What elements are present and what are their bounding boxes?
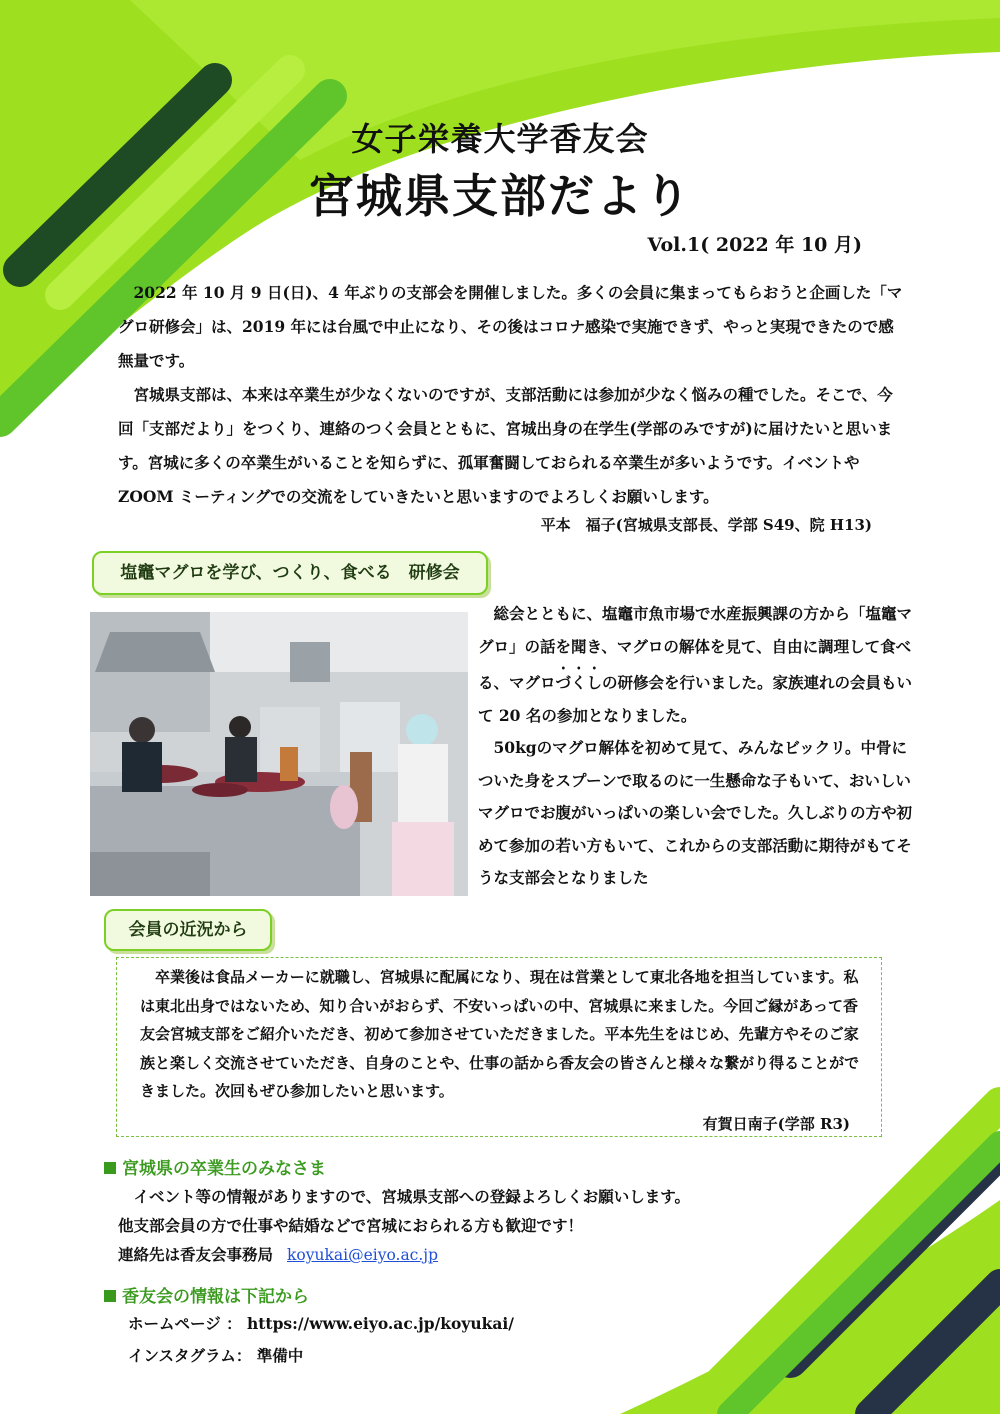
graduates-text bbox=[118, 1182, 690, 1270]
info-heading bbox=[104, 1282, 309, 1307]
tuna-workshop-photo bbox=[90, 612, 468, 896]
members-text bbox=[140, 963, 870, 1106]
workshop-article bbox=[478, 598, 914, 895]
graduates-heading bbox=[104, 1154, 326, 1179]
members-paragraph: 卒業後は食品メーカーに就職し、宮城県に配属になり、現在は営業として東北各地を担当しています。私は東北出身ではないため、知り合いがおらず、不安いっぱいの中、宮城県に来ました。今回ご縁があって香友会宮城支部をご紹介いただき、初めて参加させていただきました。平本先生をはじめ、先輩方やそのご家族と楽しく交流させていただき、自身のことや、仕事の話から香友会の皆さんと様々な繋がり得ることができました。次回もぜひ参加したいと思います。 bbox=[140, 968, 860, 1100]
intro-paragraph: 2022 年 10 月 9 日(日)、4 年ぶりの支部会を開催しました。多くの会員に集まってもらおうと企画した「マグロ研修会」は、2019 年には台風で中止になり、その後はコロナ感染で実施できず、やっと実現できたので感無量です。 bbox=[118, 283, 903, 370]
square-bullet-icon bbox=[104, 1162, 116, 1174]
instagram-value: 準備中 bbox=[256, 1346, 304, 1365]
graduates-line: イベント等の情報がありますので、宮城県支部への登録よろしくお願いします。 bbox=[133, 1187, 690, 1206]
email-link[interactable]: koyukai@eiyo.ac.jp bbox=[287, 1246, 439, 1264]
members-heading: 会員の近況から bbox=[104, 909, 272, 951]
members-signature: 有賀日南子(学部 R3) bbox=[702, 1115, 850, 1133]
volume-info: Vol.1( 2022 年 10 月) bbox=[647, 234, 862, 256]
intro-paragraph: 宮城県支部は、本来は卒業生が少なくないのですが、支部活動には参加が少なく悩みの種でした。そこで、今回「支部だより」をつくり、連絡のつく会員とともに、宮城出身の在学生(学部のみですが)に届けたいと思います。宮城に多くの卒業生がいることを知らずに、孤軍奮闘しておられる卒業生が多いようです。イベントや ZOOM ミーティングでの交流をしていきたいと思いますのでよろしくお願いします。 bbox=[118, 385, 893, 506]
emphasized-text: づくし bbox=[555, 673, 603, 692]
square-bullet-icon bbox=[104, 1290, 116, 1302]
intro-signature: 平本 福子(宮城県支部長、学部 S49、院 H13) bbox=[540, 516, 872, 534]
homepage-url[interactable]: https://www.eiyo.ac.jp/koyukai/ bbox=[247, 1314, 514, 1333]
homepage-label: ホームページ ： bbox=[128, 1314, 242, 1333]
article-text: の研修会を行いました。家族連れの会員もいて 20 名の参加となりました。 bbox=[478, 673, 913, 725]
article-paragraph bbox=[478, 598, 914, 732]
heading-text: 香友会の情報は下記から bbox=[122, 1287, 309, 1307]
contact-label: 連絡先は香友会事務局 bbox=[118, 1245, 274, 1264]
graduates-line: 他支部会員の方で仕事や結婚などで宮城におられる方も歓迎です！ bbox=[118, 1216, 584, 1235]
info-list bbox=[128, 1308, 514, 1372]
article-paragraph: 50kgのマグロ解体を初めて見て、みんなビックリ。中骨についた身をスプーンで取るのに一生懸命な子もいて、おいしいマグロでお腹がいっぱいの楽しい会でした。久しぶりの方や初めて参加の若い方もいて、これからの支部活動に期待がもてそうな支部会となりました bbox=[478, 738, 913, 887]
heading-text: 宮城県の卒業生のみなさま bbox=[122, 1159, 326, 1179]
instagram-line bbox=[128, 1340, 514, 1372]
article-text: 総会とともに、塩竈市魚市場で水産振興課の方から「塩竈マグロ」の話を聞き、マグロの解体を見て、自由に調理して食べる、マグロ bbox=[478, 604, 913, 692]
org-name: 女子栄養大学香友会 bbox=[351, 120, 649, 158]
workshop-heading: 塩竈マグロを学び、つくり、食べる 研修会 bbox=[92, 551, 488, 595]
homepage-line bbox=[128, 1308, 514, 1340]
newsletter-title: 宮城県支部だより bbox=[308, 169, 692, 223]
intro-text bbox=[118, 276, 908, 514]
contact-line bbox=[118, 1240, 690, 1270]
instagram-label: インスタグラム： bbox=[128, 1346, 252, 1365]
